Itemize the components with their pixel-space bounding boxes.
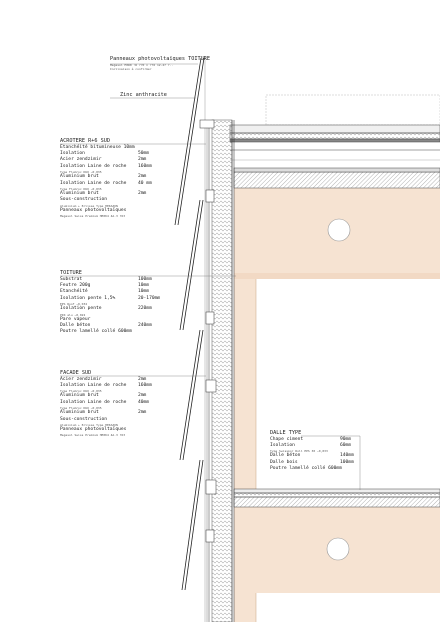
legend-row-value: 100mm — [138, 276, 152, 282]
legend-row-label: Isolation Laine de roche — [60, 399, 127, 405]
legend-acrotere — [60, 138, 152, 219]
legend-row-label: Panneaux photovoltaïques — [60, 207, 127, 213]
legend-row-label: Poutre lamellé collé 600mm — [270, 466, 342, 472]
legend-row-label: Type Flumroc DUO ~0,035 — [60, 170, 102, 175]
legend-row-value: 240mm — [138, 322, 152, 328]
legend-row-label: Etanchéité — [60, 289, 88, 295]
beam-circle-bottom — [327, 538, 349, 560]
legend-row-label: Type Flumroc DUO ~0,035 — [60, 389, 102, 394]
legend-row-value: 160mm — [138, 163, 152, 169]
legend-toiture-title: TOITURE — [60, 270, 82, 276]
legend-facade — [60, 370, 152, 438]
legend-row-label: Aluminium brut — [60, 393, 99, 399]
legend-row-value: 2mm — [138, 376, 147, 382]
legend-row-label: Sous-construction — [60, 416, 108, 422]
note-pv-toiture-line: Megasol M3R0 :R ??0 x ??6 12-27 ?.. — [110, 62, 174, 67]
legend-row-value: 140mm — [340, 453, 354, 459]
legend-row-label: Acier zendzimir — [60, 157, 102, 163]
legend-row — [60, 329, 132, 335]
note-pv-toiture-line: Inclinaison à confirmer — [110, 66, 152, 71]
note-pv-toiture-title: Panneaux photovoltaïques TOITURE — [110, 56, 210, 62]
legend-row-label: Feutre 200g — [60, 282, 91, 288]
legend-row-value: 50mm — [138, 150, 150, 156]
legend-row-value: 2mm — [138, 190, 147, 196]
legend-row-label: Type Swisspor Roll EPS 30 ~0,033 — [270, 449, 328, 454]
legend-row-label: Type Flumroc DUO ~0,035 — [60, 406, 102, 411]
legend-row-label: Megasol Swiss Premium HE0K4 4A.3 ?63 — [60, 214, 126, 219]
legend-row-value: 2mm — [138, 393, 147, 399]
roof-layers — [230, 95, 440, 188]
legend-row-label: Panneaux photovoltaïques — [60, 426, 127, 432]
beam-circle-top — [328, 219, 350, 241]
legend-row-label: Aluminium brut — [60, 190, 99, 196]
legend-row — [60, 433, 126, 438]
legend-toiture — [60, 270, 161, 336]
legend-row-label: PIR alu ~0,022 — [60, 312, 86, 317]
legend-row-label: Megasol Swiss Premium HE0K4 4A.3 ?63 — [60, 433, 126, 438]
legend-row-value: 160mm — [138, 382, 152, 388]
legend-row-label: Isolation — [270, 442, 295, 448]
legend-row-label: Acier zendzimir — [60, 376, 102, 382]
legend-row-value: 10mm — [138, 289, 150, 295]
legend-row — [270, 466, 342, 472]
legend-row-label: Poutre lamellé collé 600mm — [60, 329, 132, 335]
legend-row-label: Isolation Laine de roche — [60, 382, 127, 388]
legend-row-label: Aluminium brut — [60, 174, 99, 180]
legend-row-label: Etanchéité bitumineuse 10mm — [60, 144, 135, 150]
legend-dalle — [270, 430, 354, 473]
legend-facade-title: FACADE SUD — [60, 370, 92, 376]
legend-row-label: Isolation pente — [60, 306, 102, 312]
legend-row-value: 90mm — [340, 436, 352, 442]
floor-slab-layers — [234, 489, 440, 507]
legend-row-value: 10mm — [138, 282, 150, 288]
legend-row-label: Aluminium + Eclisse Type HEKAZON — [60, 422, 118, 427]
legend-row-label: Chape ciment — [270, 436, 304, 442]
legend-row-label: Dalle béton — [60, 322, 91, 328]
legend-row-value: 40mm — [138, 399, 150, 405]
legend-row-value: 60mm — [340, 442, 352, 448]
legend-dalle-title: DALLE TYPE — [270, 430, 302, 436]
legend-acrotere-title: ACROTERE R+6 SUD — [60, 138, 110, 144]
legend-row-label: Type Flumroc DUO ~0,035 — [60, 186, 102, 191]
pv-panels — [175, 58, 204, 590]
legend-row-label: Aluminium + Eclisse Type HEKAZON — [60, 203, 118, 208]
legend-row-value: 20-170mm — [138, 295, 161, 301]
legend-row-label: Aluminium brut — [60, 410, 99, 416]
legend-row-label: Dalle bois — [270, 459, 298, 465]
legend-row-label: Isolation pente 1,5% — [60, 295, 116, 301]
legend-row-label: Sous-construction — [60, 197, 108, 203]
note-pv-toiture — [110, 57, 210, 71]
legend-row-label: Isolation Laine de roche — [60, 180, 127, 186]
legend-row — [60, 214, 126, 219]
legend-row-label: Isolation Laine de roche — [60, 163, 127, 169]
legend-row-value: 2mm — [138, 157, 147, 163]
legend-row-label: Dalle béton — [270, 453, 301, 459]
legend-row-value: 2mm — [138, 174, 147, 180]
legend-row-label: Isolation — [60, 150, 85, 156]
legend-row-label: Substrat — [60, 276, 83, 282]
legend-row-value: 100mm — [340, 459, 354, 465]
legend-row-value: 220mm — [138, 306, 152, 312]
note-zinc: Zinc anthracite — [120, 92, 167, 98]
legend-row-value: 2mm — [138, 410, 147, 416]
legend-row-value: 40 mm — [138, 180, 152, 186]
legend-row-label: Pare vapeur — [60, 316, 91, 322]
legend-row-label: EPS Roof ~0,034 — [60, 302, 88, 307]
